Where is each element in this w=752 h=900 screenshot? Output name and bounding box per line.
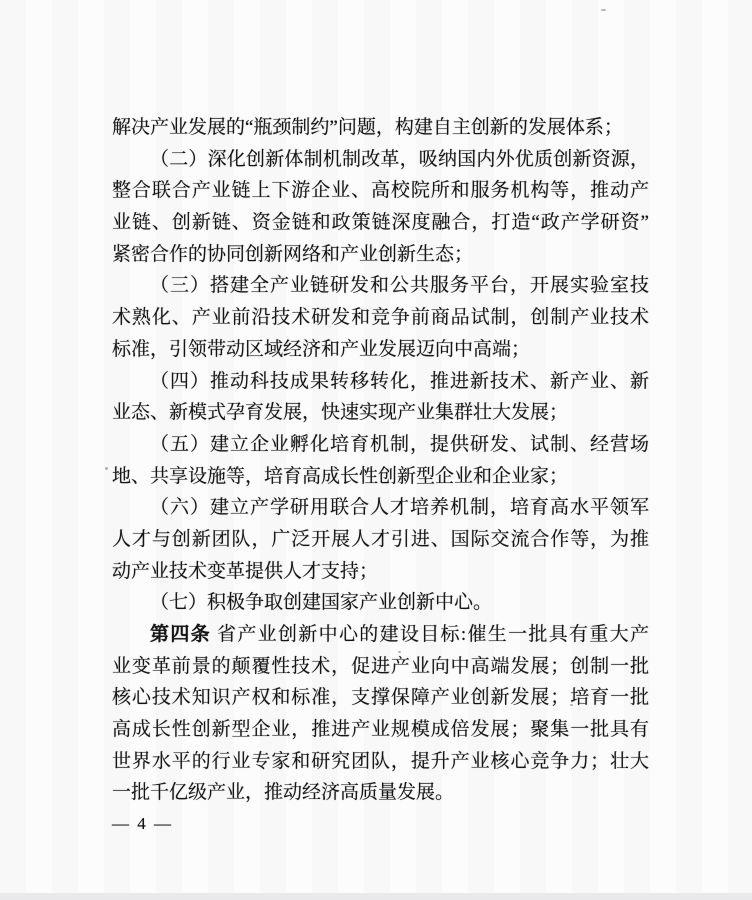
text-segment: （三）搭建全产业链研发和公共服务平台，开展实验室技 (150, 275, 649, 297)
text-segment: （二）深化创新体制机制改革，吸纳国内外优质创新资源， (150, 148, 649, 170)
text-segment: 世界水平的行业专家和研究团队，提升产业核心竞争力；壮大 (112, 750, 649, 772)
text-segment: 业链、创新链、资金链和政策链深度融合，打造“政产学研资” (112, 212, 649, 234)
text-line (112, 461, 649, 493)
text-line (112, 492, 649, 524)
text-segment: 业态、新模式孕育发展，快速实现产业集群壮大发展； (112, 402, 569, 424)
scan-edge-shadow (0, 893, 752, 900)
text-segment: 业变革前景的颠覆性技术，促进产业向中高端发展；创制一批 (112, 655, 649, 677)
text-line (112, 175, 649, 207)
text-line (112, 429, 649, 461)
text-line (112, 144, 649, 176)
text-line (112, 366, 649, 398)
text-line (112, 302, 649, 334)
text-segment: （四）推动科技成果转移转化，推进新技术、新产业、新 (150, 370, 649, 392)
text-segment: 人才与创新团队，广泛开展人才引进、国际交流合作等，为推 (112, 528, 649, 550)
text-line (112, 334, 649, 366)
text-segment: 整合联合产业链上下游企业、高校院所和服务机构等，推动产 (112, 180, 649, 202)
document-body (112, 112, 649, 809)
text-line (112, 207, 649, 239)
text-segment: 紧密合作的协同创新网络和产业创新生态； (112, 243, 474, 265)
text-line (112, 239, 649, 271)
text-segment: 动产业技术变革提供人才支持； (112, 560, 379, 582)
text-line (112, 397, 649, 429)
text-segment: 省产业创新中心的建设目标:催生一批具有重大产 (210, 624, 649, 645)
text-line (112, 112, 649, 144)
text-segment: 一批千亿级产业，推动经济高质量发展。 (112, 782, 455, 804)
text-line (112, 746, 649, 778)
text-segment: （五）建立企业孵化培育机制，提供研发、试制、经营场 (150, 433, 649, 455)
scan-artifact (258, 440, 261, 443)
text-line (112, 270, 649, 302)
text-segment: 术熟化、产业前沿技术研发和竞争前商品试制，创制产业技术 (112, 307, 649, 329)
text-segment: 解决产业发展的“瓶颈制约”问题，构建自主创新的发展体系； (112, 117, 623, 138)
text-segment: 核心技术知识产权和标准，支撑保障产业创新发展；培育一批 (112, 687, 649, 709)
article-number-label: 第四条 (150, 624, 211, 645)
scan-artifact (398, 651, 401, 653)
text-segment: 标准，引领带动区域经济和产业发展迈向中高端； (112, 338, 531, 360)
text-line (112, 524, 649, 556)
text-segment: 高成长性创新型企业，推进产业规模成倍发展；聚集一批具有 (112, 719, 649, 741)
text-line (112, 777, 649, 809)
text-line (112, 619, 649, 651)
text-line (112, 682, 649, 714)
text-line (112, 587, 649, 619)
text-segment: （六）建立产学研用联合人才培养机制，培育高水平领军 (150, 497, 649, 519)
scan-artifact (105, 467, 108, 470)
scan-artifact (601, 9, 606, 11)
text-segment: （七）积极争取创建国家产业创新中心。 (150, 592, 493, 614)
text-segment: 地、共享设施等，培育高成长性创新型企业和企业家； (112, 465, 569, 487)
text-line (112, 714, 649, 746)
page-number: — 4 — (112, 814, 173, 833)
scan-artifact (570, 704, 573, 706)
text-line (112, 651, 649, 683)
text-line (112, 556, 649, 588)
